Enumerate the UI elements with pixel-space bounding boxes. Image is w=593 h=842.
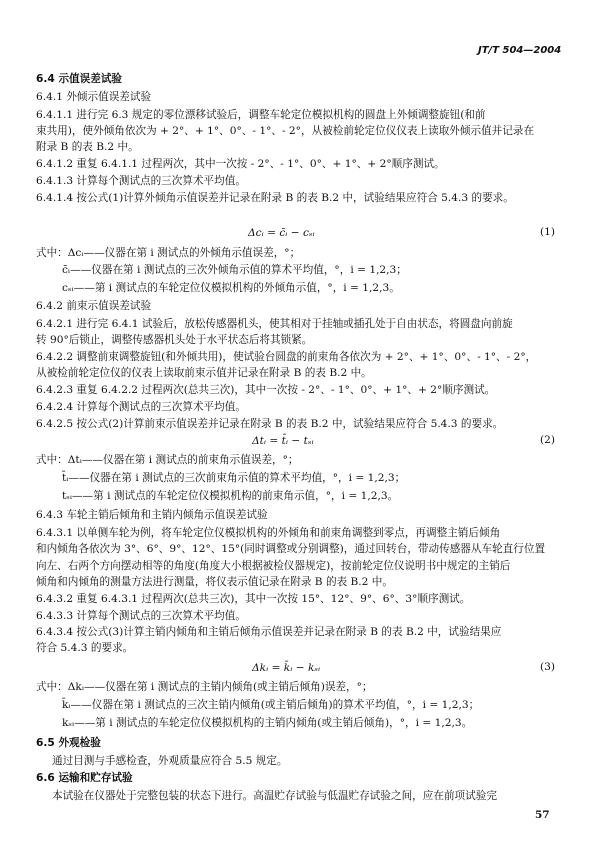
paragraph-line: 6.4.3.4 按公式(3)计算主销内倾角和主销后倾角示值误差并记录在附录 B 的表 B.2 中，试验结果应	[36, 626, 502, 638]
equation-1: Δcᵢ = c̄ᵢ − cₛᵢ	[248, 227, 315, 239]
paragraph-line: 符合 5.4.3 的要求。	[36, 642, 134, 654]
paragraph-line: 6.4.2.5 按公式(2)计算前束示值误差并记录在附录 B 的表 B.2 中，试验结果应符合 5.4.3 的要求。	[36, 418, 504, 430]
paragraph-line: 6.4.3.3 计算每个测试点的三次算术平均值。	[36, 610, 246, 622]
section-heading-6-5: 6.5 外观检验	[36, 737, 101, 749]
variable-definition: tₛᵢ——第 i 测试点的车轮定位仪模拟机构的前束角示值，°，i = 1,2,3。	[62, 490, 399, 502]
paragraph-line: 6.4.2.4 计算每个测试点的三次算术平均值。	[36, 401, 246, 413]
paragraph-line: 和内倾角各依次为 3°、6°、9°、12°、15°(同时调整或分别调整)，通过回转台，带动传感器从车轮直行位置	[36, 543, 546, 555]
variable-definition: 式中：Δcᵢ——仪器在第 i 测试点的外倾角示值误差，°；	[36, 247, 301, 259]
paragraph-line: 6.4.3.2 重复 6.4.3.1 过程两次(总共三次)，其中一次按 15°、12°、9°、6°、3°顺序测试。	[36, 593, 471, 605]
variable-definition: 式中：Δkᵢ——仪器在第 i 测试点的主销内倾角(或主销后倾角)误差，°；	[36, 681, 373, 693]
paragraph-line: 附录 B 的表 B.2 中。	[36, 141, 139, 153]
paragraph-line: 6.4.1.2 重复 6.4.1.1 过程两次，其中一次按 - 2°、- 1°、0°、+ 1°、+ 2°顺序测试。	[36, 158, 445, 170]
paragraph-line: 从被检前轮定位仪的仪表上读取前束示值并记录在附录 B 的表 B.2 中。	[36, 367, 372, 379]
equation-3: Δkᵢ = k̄ᵢ − kₛᵢ	[252, 662, 321, 674]
subsection-heading: 6.4.1 外倾示值误差试验	[36, 91, 152, 103]
equation-number-1: (1)	[540, 226, 556, 238]
paragraph-line: 6.4.2.2 调整前束调整旋钮(和外倾共用)，使试验台圆盘的前束角各依次为 + 2°、+ 1°、0°、- 1°、- 2°，	[36, 351, 537, 363]
variable-definition: k̄ᵢ——仪器在第 i 测试点的三次主销内倾角(或主销后倾角)的算术平均值，°，i = 1,2,3；	[62, 699, 480, 711]
paragraph-line: 通过目测与手感检查，外观质量应符合 5.5 规定。	[52, 755, 288, 767]
equation-number-3: (3)	[540, 661, 556, 673]
subsection-heading: 6.4.3 车轮主销后倾角和主销内倾角示值误差试验	[36, 509, 268, 521]
equation-number-2: (2)	[540, 434, 556, 446]
section-heading-6-6: 6.6 运输和贮存试验	[36, 772, 133, 784]
paragraph-line: 6.4.1.4 按公式(1)计算外倾角示值误差并记录在附录 B 的表 B.2 中，试验结果应符合 5.4.3 的要求。	[36, 192, 514, 204]
section-heading-6-4: 6.4 示值误差试验	[36, 73, 123, 85]
paragraph-line: 6.4.2.1 进行完 6.4.1 试验后，放松传感器机头，使其相对于挂轴或插孔处于自由状态，将圆盘向前旋	[36, 318, 513, 330]
subsection-heading: 6.4.2 前束示值误差试验	[36, 300, 152, 312]
equation-2: Δtᵢ = t̄ᵢ − tₛᵢ	[252, 435, 314, 447]
paragraph-line: 本试验在仪器处于完整包装的状态下进行。高温贮存试验与低温贮存试验之间，应在前项试验完	[52, 790, 497, 802]
standard-number: JT/T 504—2004	[478, 45, 562, 56]
variable-definition: cₛᵢ——第 i 测试点的车轮定位仪模拟机构的外倾角示值，°，i = 1,2,3。	[62, 282, 400, 294]
paragraph-line: 6.4.1.1 进行完 6.3 规定的零位漂移试验后，调整车轮定位模拟机构的圆盘上外倾调整旋钮(和前	[36, 109, 486, 121]
paragraph-line: 倾角和内倾角的测量方法进行测量，将仪表示值记录在附录 B 的表 B.2 中。	[36, 576, 393, 588]
page-number: 57	[535, 809, 550, 821]
paragraph-line: 6.4.3.1 以单侧车轮为例，将车轮定位仪模拟机构的外倾角和前束角调整到零点，再调整主销后倾角	[36, 527, 501, 539]
paragraph-line: 6.4.1.3 计算每个测试点的三次算术平均值。	[36, 175, 246, 187]
paragraph-line: 束共用)，使外倾角依次为 + 2°、+ 1°、0°、- 1°、- 2°，从被检前轮定位仪仪表上读取外倾示值并记录在	[36, 125, 535, 137]
variable-definition: c̄ᵢ——仪器在第 i 测试点的三次外倾角示值的算术平均值，°，i = 1,2,3；	[62, 264, 407, 276]
paragraph-line: 向左、右两个方向摆动相等的角度(角度大小根据被检仪器规定)，按前轮定位仪说明书中规定的主销后	[36, 560, 511, 572]
paragraph-line: 转 90°后锁止，调整传感器机头处于水平状态后将其锁紧。	[36, 334, 313, 346]
paragraph-line: 6.4.2.3 重复 6.4.2.2 过程两次(总共三次)，其中一次按 - 2°、- 1°、0°、+ 1°、+ 2°顺序测试。	[36, 384, 496, 396]
variable-definition: t̄ᵢ——仪器在第 i 测试点的三次前束角示值的算术平均值，°，i = 1,2,3；	[62, 472, 406, 484]
variable-definition: 式中：Δtᵢ——仪器在第 i 测试点的前束角示值误差，°；	[36, 454, 299, 466]
variable-definition: kₛᵢ——第 i 测试点的车轮定位仪模拟机构的主销内倾角(或主销后倾角)，°，i = 1,2,3。	[62, 717, 473, 729]
